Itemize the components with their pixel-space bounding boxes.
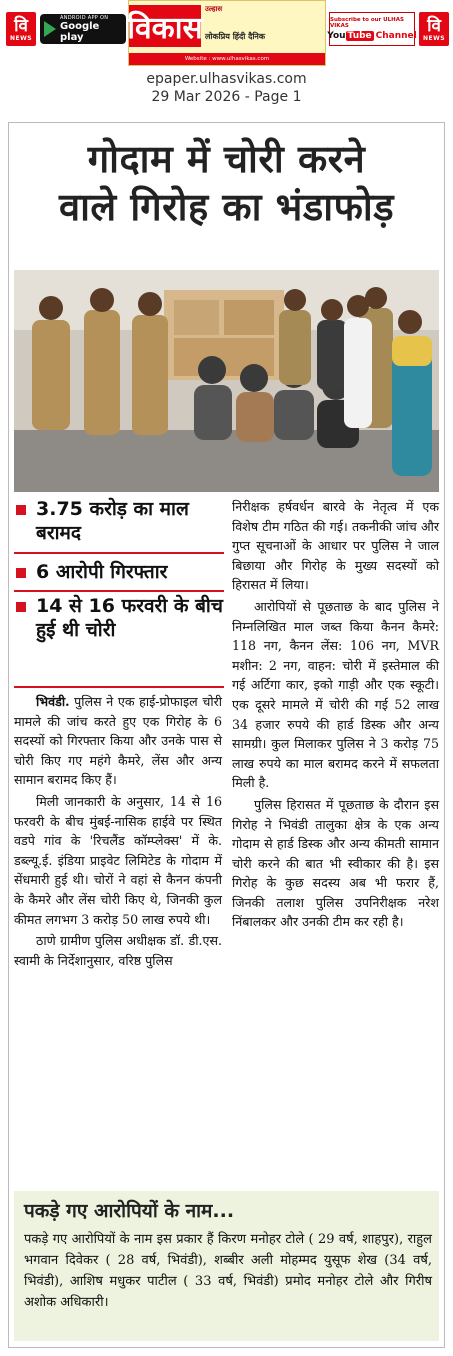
epaper-info	[0, 70, 453, 106]
dateline: भिवंडी.	[36, 694, 70, 709]
paragraph: मिली जानकारी के अनुसार, 14 से 16 फरवरी के बीच मुंबई-नासिक हाईवे पर स्थित वडपे गांव के 'रिचलैंड कॉम्प्लेक्स' में के. डब्ल्यू.ई. इंडिया प्राइवेट लिमिटेड के गोदाम में सेंधमारी हुई थी। चोरों ने वहां से कैनन कंपनी के कैमरे और लेंस चोरी किए थे, जिनकी कुल कीमत लगभग 3 करोड़ 50 लाख रुपये थी।	[14, 793, 222, 927]
highlight-3	[14, 594, 224, 642]
box-text: पकड़े गए आरोपियों के नाम इस प्रकार हैं किरण मनोहर टोले ( 29 वर्ष, शाहपुर), राहुल भगवान दिवेकर ( 28 वर्ष, भिवंडी), शब्बीर अली मोहम्मद युसूफ शेख (34 वर्ष, भिवंडी), आशिष मधुकर पाटील ( 33 वर्ष, भिवंडी) प्रमोद मनोहर टोले और गिरीष अशोक अधिकारी।	[24, 1232, 432, 1310]
highlight-text: 14 से 16 फरवरी के बीच हुई थी चोरी	[36, 595, 223, 641]
paragraph: आरोपियों से पूछताछ के बाद पुलिस ने निम्नलिखित माल जब्त किया कैनन कैमरे: 118 नग, कैनन लेंस: 106 नग, MVR मशीन: 2 नग, वाहन: चोरी में इस्तेमाल की गई अर्टिगा कार, इको गाड़ी और एक स्कूटी। एक दूसरे मामले में चोरी की गई 52 लाख 34 हजार रुपये की हार्ड डिस्क और अन्य सामग्री। कुल मिलाकर पुलिस ने 3 करोड़ 75 लाख रुपये का माल बरामद करने में सफलता मिली है.	[232, 598, 439, 791]
youtube-you: You	[327, 31, 346, 41]
accused-names-box	[14, 1191, 439, 1341]
box-title: पकड़े गए आरोपियों के नाम...	[24, 1200, 235, 1222]
logo-right-sub: NEWS	[422, 34, 446, 42]
article-headline	[14, 135, 439, 231]
headline-line-1: गोदाम में चोरी करने	[87, 137, 366, 181]
masthead-strip	[129, 53, 325, 65]
epaper-url[interactable]: epaper.ulhasvikas.com	[146, 71, 307, 87]
highlight-text: 3.75 करोड़ का माल बरामद	[36, 498, 189, 544]
logo-left-main: वि	[14, 15, 28, 36]
paragraph: पुलिस हिरासत में पूछताछ के दौरान इस गिरोह ने भिवंडी तालुका क्षेत्र के एक अन्य गोदाम से हार्ड डिस्क और अन्य कीमती सामान चोरी करने की बात भी स्वीकार की है। इस गिरोह के कुछ सदस्य अब भी फरार हैं, जिनकी तलाश पुलिस उपनिरीक्षक नरेश निंबालकर और उनकी टीम कर रही है।	[232, 796, 439, 930]
bullet-square-icon	[16, 505, 26, 515]
article-column-1	[14, 692, 222, 970]
logo-right-main: वि	[427, 15, 441, 36]
highlight-text: 6 आरोपी गिरफ्तार	[36, 561, 168, 583]
play-badge-small-text: ANDROID APP ON	[60, 15, 109, 21]
highlight-2	[14, 560, 224, 584]
header-right-group	[329, 12, 449, 46]
youtube-logo	[327, 31, 416, 41]
masthead-website: Website : www.ulhasvikas.com	[184, 56, 270, 62]
police-group-photo	[14, 270, 439, 492]
masthead-title: विकास	[129, 5, 201, 47]
play-badge-big-text: Google play	[60, 21, 100, 43]
highlight-divider	[14, 552, 224, 554]
google-play-badge[interactable]	[40, 14, 126, 44]
youtube-tube: Tube	[347, 31, 372, 41]
paragraph: ठाणे ग्रामीण पुलिस अधीक्षक डॉ. डी.एस. स्वामी के निर्देशानुसार, वरिष्ठ पुलिस	[14, 933, 222, 968]
logo-left-sub: NEWS	[9, 34, 33, 42]
paragraph: निरीक्षक हर्षवर्धन बारवे के नेतृत्व में एक विशेष टीम गठित की गई। तकनीकी जांच और गुप्त सूचनाओं के आधार पर पुलिस ने जाल बिछाया और गिरोह के मुख्य सदस्यों को हिरासत में लिया।	[232, 499, 439, 593]
masthead[interactable]	[128, 0, 326, 66]
header-left-group	[6, 12, 126, 46]
masthead-tagline: लोकप्रिय हिंदी दैनिक	[205, 32, 266, 41]
paragraph	[14, 692, 222, 790]
newspaper-header	[0, 0, 453, 68]
bullet-square-icon	[16, 568, 26, 578]
play-icon	[44, 21, 56, 37]
youtube-subscribe-badge[interactable]	[329, 12, 415, 46]
article-photo	[14, 270, 439, 492]
highlight-divider	[14, 590, 224, 592]
bullet-square-icon	[16, 602, 26, 612]
youtube-channel: Channel	[375, 31, 417, 41]
epaper-date-page: 29 Mar 2026 - Page 1	[151, 89, 302, 105]
subscribe-text: Subscribe to our ULHAS VIKAS	[330, 17, 404, 29]
headline-line-2: वाले गिरोह का भंडाफोड़	[58, 185, 395, 229]
vikas-news-logo-right[interactable]	[419, 12, 449, 46]
paragraph-text: पुलिस ने एक हाई-प्रोफाइल चोरी मामले की जांच करते हुए एक गिरोह के 6 सदस्यों को गिरफ्तार किया और उनके पास से चोरी किए गए महंगे कैमरे, लेंस और अन्य सामान बरामद किए हैं।	[14, 694, 222, 788]
article-column-2	[232, 497, 439, 932]
vikas-news-logo-left[interactable]	[6, 12, 36, 46]
highlight-1	[14, 497, 224, 545]
highlight-divider	[14, 686, 224, 688]
masthead-top-line: उल्हास	[205, 5, 223, 13]
